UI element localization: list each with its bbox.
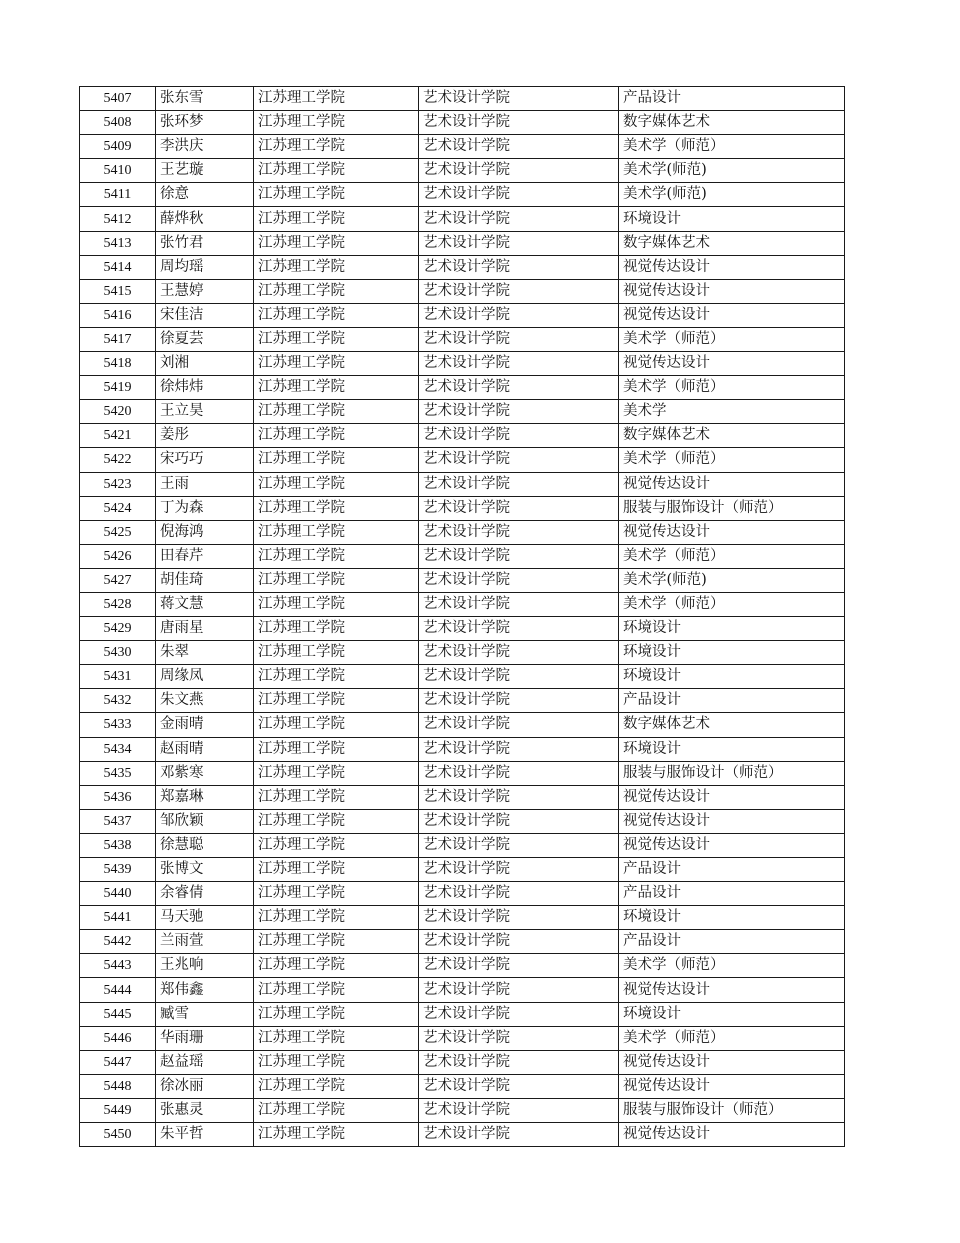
cell-number: 5435 (80, 761, 156, 785)
table-row (80, 1123, 845, 1147)
cell-number: 5420 (80, 400, 156, 424)
table-row (80, 111, 845, 135)
table-row (80, 906, 845, 930)
table-row (80, 352, 845, 376)
cell-name: 周缘凤 (156, 665, 254, 689)
cell-number: 5422 (80, 448, 156, 472)
cell-college: 艺术设计学院 (419, 665, 619, 689)
cell-number: 5432 (80, 689, 156, 713)
cell-major: 产品设计 (619, 882, 845, 906)
cell-major: 视觉传达设计 (619, 1123, 845, 1147)
cell-name: 倪海鸿 (156, 520, 254, 544)
table-row (80, 303, 845, 327)
cell-major: 环境设计 (619, 207, 845, 231)
table-row (80, 135, 845, 159)
cell-college: 艺术设计学院 (419, 544, 619, 568)
cell-name: 王雨 (156, 472, 254, 496)
cell-name: 华雨珊 (156, 1026, 254, 1050)
cell-number: 5448 (80, 1074, 156, 1098)
cell-name: 田春芹 (156, 544, 254, 568)
cell-major: 视觉传达设计 (619, 520, 845, 544)
cell-school: 江苏理工学院 (254, 231, 419, 255)
cell-name: 姜彤 (156, 424, 254, 448)
table-row (80, 737, 845, 761)
cell-college: 艺术设计学院 (419, 1098, 619, 1122)
cell-name: 王兆响 (156, 954, 254, 978)
cell-name: 徐冰丽 (156, 1074, 254, 1098)
cell-name: 丁为森 (156, 496, 254, 520)
cell-major: 视觉传达设计 (619, 472, 845, 496)
cell-college: 艺术设计学院 (419, 858, 619, 882)
cell-name: 郑伟鑫 (156, 978, 254, 1002)
cell-major: 环境设计 (619, 737, 845, 761)
cell-college: 艺术设计学院 (419, 303, 619, 327)
cell-major: 美术学（师范） (619, 448, 845, 472)
cell-name: 朱翠 (156, 641, 254, 665)
cell-number: 5434 (80, 737, 156, 761)
cell-number: 5437 (80, 809, 156, 833)
table-row (80, 954, 845, 978)
table-row (80, 376, 845, 400)
cell-school: 江苏理工学院 (254, 496, 419, 520)
cell-number: 5446 (80, 1026, 156, 1050)
cell-college: 艺术设计学院 (419, 183, 619, 207)
cell-school: 江苏理工学院 (254, 111, 419, 135)
table-row (80, 183, 845, 207)
cell-college: 艺术设计学院 (419, 424, 619, 448)
cell-major: 美术学 (619, 400, 845, 424)
cell-number: 5443 (80, 954, 156, 978)
table-row (80, 833, 845, 857)
cell-major: 视觉传达设计 (619, 279, 845, 303)
cell-school: 江苏理工学院 (254, 207, 419, 231)
cell-major: 美术学（师范） (619, 327, 845, 351)
cell-college: 艺术设计学院 (419, 617, 619, 641)
cell-college: 艺术设计学院 (419, 279, 619, 303)
cell-name: 刘湘 (156, 352, 254, 376)
cell-number: 5433 (80, 713, 156, 737)
table-row (80, 665, 845, 689)
cell-college: 艺术设计学院 (419, 641, 619, 665)
table-row (80, 87, 845, 111)
cell-name: 臧雪 (156, 1002, 254, 1026)
cell-major: 产品设计 (619, 930, 845, 954)
cell-major: 环境设计 (619, 1002, 845, 1026)
cell-school: 江苏理工学院 (254, 183, 419, 207)
cell-school: 江苏理工学院 (254, 544, 419, 568)
cell-school: 江苏理工学院 (254, 1026, 419, 1050)
cell-number: 5427 (80, 568, 156, 592)
cell-college: 艺术设计学院 (419, 207, 619, 231)
cell-name: 宋巧巧 (156, 448, 254, 472)
cell-number: 5410 (80, 159, 156, 183)
table-row (80, 713, 845, 737)
cell-school: 江苏理工学院 (254, 400, 419, 424)
cell-school: 江苏理工学院 (254, 737, 419, 761)
cell-major: 数字媒体艺术 (619, 424, 845, 448)
cell-college: 艺术设计学院 (419, 448, 619, 472)
cell-major: 美术学（师范） (619, 1026, 845, 1050)
cell-major: 服装与服饰设计（师范） (619, 1098, 845, 1122)
cell-college: 艺术设计学院 (419, 135, 619, 159)
cell-college: 艺术设计学院 (419, 352, 619, 376)
table-row (80, 472, 845, 496)
cell-college: 艺术设计学院 (419, 809, 619, 833)
table-row (80, 568, 845, 592)
cell-major: 环境设计 (619, 617, 845, 641)
cell-school: 江苏理工学院 (254, 448, 419, 472)
cell-number: 5429 (80, 617, 156, 641)
cell-school: 江苏理工学院 (254, 159, 419, 183)
table-row (80, 617, 845, 641)
cell-school: 江苏理工学院 (254, 713, 419, 737)
cell-college: 艺术设计学院 (419, 472, 619, 496)
cell-college: 艺术设计学院 (419, 761, 619, 785)
cell-school: 江苏理工学院 (254, 424, 419, 448)
cell-major: 视觉传达设计 (619, 785, 845, 809)
cell-number: 5413 (80, 231, 156, 255)
cell-school: 江苏理工学院 (254, 689, 419, 713)
cell-college: 艺术设计学院 (419, 1026, 619, 1050)
cell-name: 薛烨秋 (156, 207, 254, 231)
table-row (80, 809, 845, 833)
cell-college: 艺术设计学院 (419, 568, 619, 592)
cell-number: 5408 (80, 111, 156, 135)
cell-major: 美术学（师范） (619, 135, 845, 159)
cell-number: 5407 (80, 87, 156, 111)
cell-number: 5421 (80, 424, 156, 448)
cell-college: 艺术设计学院 (419, 400, 619, 424)
cell-number: 5412 (80, 207, 156, 231)
table-row (80, 159, 845, 183)
cell-school: 江苏理工学院 (254, 785, 419, 809)
cell-name: 邓紫寒 (156, 761, 254, 785)
table-row (80, 761, 845, 785)
cell-name: 徐意 (156, 183, 254, 207)
cell-name: 王慧婷 (156, 279, 254, 303)
student-list-table (79, 86, 845, 1147)
cell-major: 数字媒体艺术 (619, 231, 845, 255)
table-row (80, 327, 845, 351)
cell-major: 美术学(师范) (619, 159, 845, 183)
cell-name: 唐雨星 (156, 617, 254, 641)
cell-number: 5442 (80, 930, 156, 954)
cell-school: 江苏理工学院 (254, 665, 419, 689)
cell-school: 江苏理工学院 (254, 978, 419, 1002)
cell-major: 环境设计 (619, 906, 845, 930)
table-row (80, 520, 845, 544)
cell-major: 视觉传达设计 (619, 1050, 845, 1074)
cell-number: 5409 (80, 135, 156, 159)
cell-name: 张环梦 (156, 111, 254, 135)
cell-school: 江苏理工学院 (254, 279, 419, 303)
cell-school: 江苏理工学院 (254, 930, 419, 954)
cell-number: 5447 (80, 1050, 156, 1074)
cell-school: 江苏理工学院 (254, 761, 419, 785)
cell-school: 江苏理工学院 (254, 87, 419, 111)
cell-college: 艺术设计学院 (419, 713, 619, 737)
table-row (80, 978, 845, 1002)
cell-name: 郑嘉琳 (156, 785, 254, 809)
cell-major: 美术学(师范) (619, 568, 845, 592)
cell-college: 艺术设计学院 (419, 496, 619, 520)
cell-major: 视觉传达设计 (619, 255, 845, 279)
cell-major: 美术学(师范) (619, 183, 845, 207)
cell-college: 艺术设计学院 (419, 1050, 619, 1074)
cell-major: 产品设计 (619, 858, 845, 882)
cell-major: 服装与服饰设计（师范） (619, 496, 845, 520)
cell-college: 艺术设计学院 (419, 737, 619, 761)
cell-name: 宋佳洁 (156, 303, 254, 327)
cell-name: 赵雨晴 (156, 737, 254, 761)
cell-school: 江苏理工学院 (254, 376, 419, 400)
cell-name: 李洪庆 (156, 135, 254, 159)
cell-college: 艺术设计学院 (419, 520, 619, 544)
cell-name: 张博文 (156, 858, 254, 882)
cell-number: 5419 (80, 376, 156, 400)
cell-number: 5450 (80, 1123, 156, 1147)
cell-name: 王立昊 (156, 400, 254, 424)
table-row (80, 785, 845, 809)
table-row (80, 1050, 845, 1074)
cell-number: 5411 (80, 183, 156, 207)
cell-name: 王艺璇 (156, 159, 254, 183)
cell-name: 徐慧聪 (156, 833, 254, 857)
cell-college: 艺术设计学院 (419, 327, 619, 351)
cell-school: 江苏理工学院 (254, 327, 419, 351)
cell-number: 5436 (80, 785, 156, 809)
cell-number: 5440 (80, 882, 156, 906)
cell-number: 5449 (80, 1098, 156, 1122)
cell-college: 艺术设计学院 (419, 906, 619, 930)
table-row (80, 207, 845, 231)
cell-name: 朱平哲 (156, 1123, 254, 1147)
cell-number: 5425 (80, 520, 156, 544)
cell-number: 5426 (80, 544, 156, 568)
cell-number: 5441 (80, 906, 156, 930)
cell-college: 艺术设计学院 (419, 376, 619, 400)
cell-major: 数字媒体艺术 (619, 713, 845, 737)
cell-name: 张惠灵 (156, 1098, 254, 1122)
table-row (80, 1074, 845, 1098)
cell-number: 5439 (80, 858, 156, 882)
cell-number: 5417 (80, 327, 156, 351)
cell-school: 江苏理工学院 (254, 882, 419, 906)
table-row (80, 1026, 845, 1050)
cell-number: 5424 (80, 496, 156, 520)
cell-major: 美术学（师范） (619, 954, 845, 978)
cell-number: 5423 (80, 472, 156, 496)
cell-school: 江苏理工学院 (254, 303, 419, 327)
table-row (80, 424, 845, 448)
cell-major: 视觉传达设计 (619, 352, 845, 376)
cell-school: 江苏理工学院 (254, 1098, 419, 1122)
cell-name: 赵益瑶 (156, 1050, 254, 1074)
cell-major: 美术学（师范） (619, 376, 845, 400)
cell-school: 江苏理工学院 (254, 1123, 419, 1147)
table-row (80, 641, 845, 665)
cell-number: 5431 (80, 665, 156, 689)
cell-school: 江苏理工学院 (254, 472, 419, 496)
cell-college: 艺术设计学院 (419, 231, 619, 255)
cell-major: 服装与服饰设计（师范） (619, 761, 845, 785)
table-row (80, 882, 845, 906)
table-row (80, 231, 845, 255)
cell-name: 徐炜炜 (156, 376, 254, 400)
table-row (80, 1002, 845, 1026)
cell-number: 5414 (80, 255, 156, 279)
cell-number: 5444 (80, 978, 156, 1002)
cell-college: 艺术设计学院 (419, 1123, 619, 1147)
cell-college: 艺术设计学院 (419, 592, 619, 616)
cell-name: 胡佳琦 (156, 568, 254, 592)
cell-number: 5445 (80, 1002, 156, 1026)
cell-school: 江苏理工学院 (254, 809, 419, 833)
cell-school: 江苏理工学院 (254, 352, 419, 376)
cell-school: 江苏理工学院 (254, 568, 419, 592)
cell-college: 艺术设计学院 (419, 1074, 619, 1098)
cell-school: 江苏理工学院 (254, 954, 419, 978)
cell-number: 5430 (80, 641, 156, 665)
cell-college: 艺术设计学院 (419, 930, 619, 954)
cell-major: 数字媒体艺术 (619, 111, 845, 135)
cell-major: 视觉传达设计 (619, 833, 845, 857)
cell-college: 艺术设计学院 (419, 833, 619, 857)
table-row (80, 1098, 845, 1122)
cell-major: 视觉传达设计 (619, 978, 845, 1002)
cell-major: 产品设计 (619, 689, 845, 713)
cell-major: 视觉传达设计 (619, 303, 845, 327)
cell-college: 艺术设计学院 (419, 159, 619, 183)
cell-number: 5438 (80, 833, 156, 857)
cell-school: 江苏理工学院 (254, 135, 419, 159)
cell-major: 美术学（师范） (619, 544, 845, 568)
cell-name: 兰雨萱 (156, 930, 254, 954)
cell-major: 产品设计 (619, 87, 845, 111)
cell-number: 5418 (80, 352, 156, 376)
cell-number: 5428 (80, 592, 156, 616)
cell-name: 周均瑶 (156, 255, 254, 279)
cell-school: 江苏理工学院 (254, 641, 419, 665)
cell-school: 江苏理工学院 (254, 906, 419, 930)
cell-college: 艺术设计学院 (419, 954, 619, 978)
cell-name: 张竹君 (156, 231, 254, 255)
table-body (80, 87, 845, 1147)
cell-school: 江苏理工学院 (254, 255, 419, 279)
cell-college: 艺术设计学院 (419, 689, 619, 713)
cell-college: 艺术设计学院 (419, 1002, 619, 1026)
table-row (80, 689, 845, 713)
cell-college: 艺术设计学院 (419, 785, 619, 809)
cell-name: 朱文燕 (156, 689, 254, 713)
cell-college: 艺术设计学院 (419, 111, 619, 135)
cell-college: 艺术设计学院 (419, 87, 619, 111)
cell-school: 江苏理工学院 (254, 858, 419, 882)
cell-major: 视觉传达设计 (619, 1074, 845, 1098)
cell-college: 艺术设计学院 (419, 978, 619, 1002)
table-row (80, 930, 845, 954)
cell-school: 江苏理工学院 (254, 1074, 419, 1098)
cell-name: 邹欣颖 (156, 809, 254, 833)
table-row (80, 279, 845, 303)
cell-major: 环境设计 (619, 665, 845, 689)
cell-major: 视觉传达设计 (619, 809, 845, 833)
cell-college: 艺术设计学院 (419, 255, 619, 279)
cell-name: 蒋文慧 (156, 592, 254, 616)
cell-major: 美术学（师范） (619, 592, 845, 616)
cell-major: 环境设计 (619, 641, 845, 665)
cell-name: 徐夏芸 (156, 327, 254, 351)
cell-college: 艺术设计学院 (419, 882, 619, 906)
cell-school: 江苏理工学院 (254, 833, 419, 857)
table-row (80, 496, 845, 520)
cell-school: 江苏理工学院 (254, 617, 419, 641)
cell-school: 江苏理工学院 (254, 592, 419, 616)
cell-number: 5415 (80, 279, 156, 303)
cell-school: 江苏理工学院 (254, 1050, 419, 1074)
cell-name: 余睿倩 (156, 882, 254, 906)
table-row (80, 400, 845, 424)
table-row (80, 592, 845, 616)
table-row (80, 255, 845, 279)
cell-school: 江苏理工学院 (254, 1002, 419, 1026)
table-row (80, 448, 845, 472)
table-row (80, 858, 845, 882)
table-row (80, 544, 845, 568)
cell-school: 江苏理工学院 (254, 520, 419, 544)
cell-name: 马天驰 (156, 906, 254, 930)
cell-name: 张东雪 (156, 87, 254, 111)
cell-number: 5416 (80, 303, 156, 327)
cell-name: 金雨晴 (156, 713, 254, 737)
